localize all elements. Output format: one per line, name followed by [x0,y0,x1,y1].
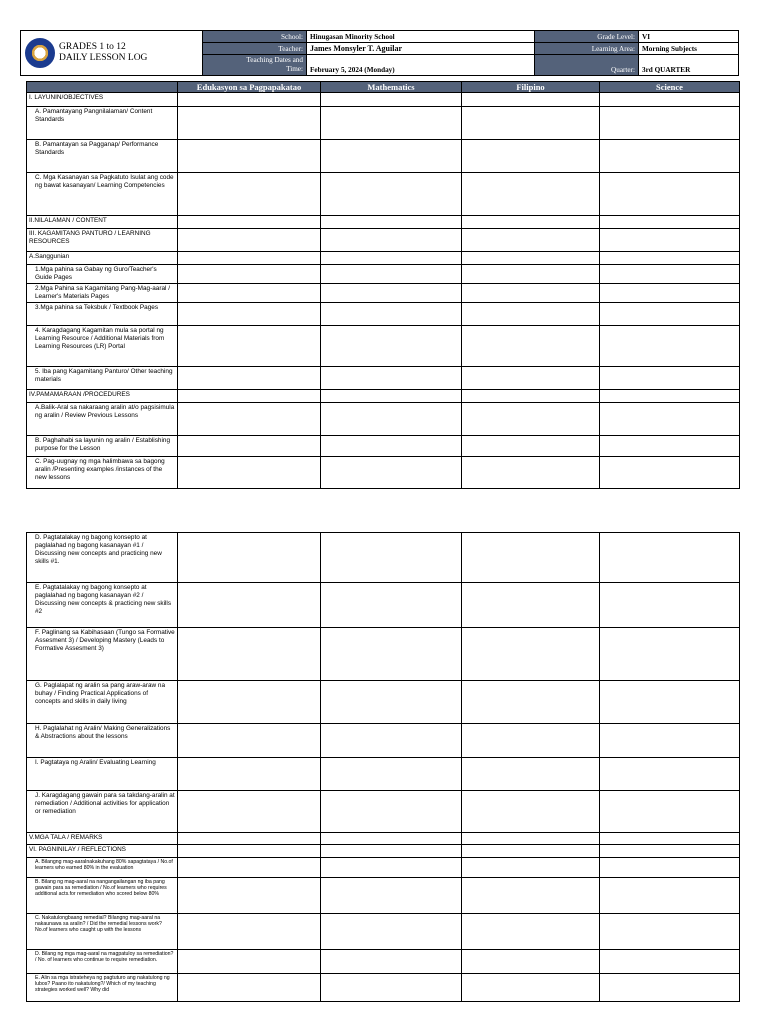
entry-cell-esp[interactable] [178,403,321,436]
entry-cell-filipino[interactable] [462,367,600,390]
entry-cell-esp[interactable] [178,758,321,791]
entry-cell-esp[interactable] [178,284,321,303]
page1-row [27,252,740,265]
page2-row [27,533,740,583]
column-header-filipino: Filipino [462,82,600,93]
quarter-value: 3rd QUARTER [639,55,739,76]
entry-cell-math[interactable] [321,628,462,681]
entry-cell-esp[interactable] [178,229,321,252]
entry-cell-science[interactable] [600,974,740,1002]
header-logo-cell [21,31,203,76]
entry-cell-filipino[interactable] [462,403,600,436]
column-header-science: Science [600,82,740,93]
entry-cell-science[interactable] [600,284,740,303]
teaching-dates-label-line2: Time: [286,65,303,73]
entry-cell-science[interactable] [600,724,740,758]
page2-row [27,858,740,878]
page2-row-label: E. Pagtatalakay ng bagong konsepto at paglalahad ng bagong kasanayan #2 / Discussing new concepts & practicing new skills #2 [27,583,178,628]
entry-cell-filipino[interactable] [462,390,600,403]
teaching-dates-label-line1: Teaching Dates and [246,56,303,64]
entry-cell-science[interactable] [600,403,740,436]
entry-cell-math[interactable] [321,457,462,489]
entry-cell-math[interactable] [321,284,462,303]
entry-cell-filipino[interactable] [462,845,600,858]
entry-cell-filipino[interactable] [462,107,600,140]
entry-cell-esp[interactable] [178,974,321,1002]
entry-cell-filipino[interactable] [462,583,600,628]
entry-cell-esp[interactable] [178,265,321,284]
page2-row-label: E. Alin sa mga istrateheya ng pagtuturo ang nakatulong ng lubos? Paano ito nakatulong?/ Which of my teaching strategies worked well? Why did [27,974,178,1002]
page1-row [27,216,740,229]
page2-row-label: G. Paglalapat ng aralin sa pang araw-araw na buhay / Finding Practical Applications of concepts and skills in daily living [27,681,178,724]
entry-cell-esp[interactable] [178,173,321,216]
entry-cell-science[interactable] [600,845,740,858]
entry-cell-science[interactable] [600,583,740,628]
entry-cell-math[interactable] [321,858,462,878]
entry-cell-filipino[interactable] [462,628,600,681]
entry-cell-esp[interactable] [178,390,321,403]
school-value: Hinugasan Minority School [307,31,535,43]
entry-cell-math[interactable] [321,403,462,436]
entry-cell-math[interactable] [321,724,462,758]
entry-cell-esp[interactable] [178,367,321,390]
entry-cell-science[interactable] [600,858,740,878]
page2-row [27,845,740,858]
page1-row [27,403,740,436]
page1-row [27,303,740,326]
entry-cell-science[interactable] [600,758,740,791]
entry-cell-esp[interactable] [178,950,321,974]
entry-cell-filipino[interactable] [462,326,600,367]
lesson-log-table-page1 [26,81,740,489]
entry-cell-esp[interactable] [178,628,321,681]
entry-cell-esp[interactable] [178,140,321,173]
entry-cell-filipino[interactable] [462,457,600,489]
page1-row [27,457,740,489]
teaching-dates-value: February 5, 2024 (Monday) [307,55,535,76]
page1-row-label: A.Balik-Aral sa nakaraang aralin at/o pagsisimula ng aralin / Review Previous Lessons [27,403,178,436]
entry-cell-filipino[interactable] [462,265,600,284]
page2-row-label: H. Paglalahat ng Aralin/ Making Generalizations & Abstractions about the lessons [27,724,178,758]
page2-row-label: A. Bilangng mag-aaralnakakuhang 80% sapagtataya / No.of learners who earned 80% in the evaluation [27,858,178,878]
page1-row-label: II.NILALAMAN / CONTENT [27,216,178,229]
page2-row-label: D. Bilang ng mga mag-aaral na magpatuloy sa remediation? / No. of learners who continue to require remediation. [27,950,178,974]
entry-cell-math[interactable] [321,140,462,173]
entry-cell-filipino[interactable] [462,681,600,724]
entry-cell-filipino[interactable] [462,303,600,326]
entry-cell-science[interactable] [600,791,740,833]
entry-cell-filipino[interactable] [462,974,600,1002]
entry-cell-math[interactable] [321,583,462,628]
entry-cell-esp[interactable] [178,93,321,107]
entry-cell-esp[interactable] [178,791,321,833]
page1-row-label: A.Sanggunian [27,252,178,265]
entry-cell-filipino[interactable] [462,858,600,878]
entry-cell-math[interactable] [321,974,462,1002]
entry-cell-math[interactable] [321,436,462,457]
title-line-2: DAILY LESSON LOG [59,53,148,63]
entry-cell-science[interactable] [600,833,740,845]
entry-cell-science[interactable] [600,265,740,284]
entry-cell-math[interactable] [321,93,462,107]
page1-row-label: A. Pamantayang Pangnilalaman/ Content Standards [27,107,178,140]
page1-row [27,390,740,403]
page1-row-label: 1.Mga pahina sa Gabay ng Guro/Teacher's Guide Pages [27,265,178,284]
entry-cell-science[interactable] [600,229,740,252]
entry-cell-esp[interactable] [178,583,321,628]
page1-row-label: 2.Mga Pahina sa Kagamitang Pang-Mag-aaral / Learner's Materials Pages [27,284,178,303]
entry-cell-filipino[interactable] [462,833,600,845]
entry-cell-math[interactable] [321,252,462,265]
entry-cell-science[interactable] [600,326,740,367]
page1-row-label: C. Pag-uugnay ng mga halimbawa sa bagong aralin /Presenting examples /instances of the new lessons [27,457,178,489]
school-label: School: [203,31,307,43]
entry-cell-esp[interactable] [178,303,321,326]
page1-row-label: B. Pamantayan sa Pagganap/ Performance Standards [27,140,178,173]
entry-cell-esp[interactable] [178,878,321,914]
page2-row-label: VI. PAGNINILAY / REFLECTIONS [27,845,178,858]
entry-cell-math[interactable] [321,367,462,390]
page2-row [27,628,740,681]
page2-row-label: I. Pagtataya ng Aralin/ Evaluating Learning [27,758,178,791]
entry-cell-filipino[interactable] [462,229,600,252]
entry-cell-science[interactable] [600,628,740,681]
entry-cell-filipino[interactable] [462,758,600,791]
lesson-log-table-page2 [26,532,740,1002]
entry-cell-esp[interactable] [178,858,321,878]
entry-cell-math[interactable] [321,229,462,252]
entry-cell-science[interactable] [600,140,740,173]
entry-cell-esp[interactable] [178,457,321,489]
page2-row-label: V.MGA TALA / REMARKS [27,833,178,845]
page2-row [27,878,740,914]
entry-cell-math[interactable] [321,791,462,833]
entry-cell-science[interactable] [600,93,740,107]
page1-row [27,265,740,284]
column-header-blank [27,82,178,93]
page2-row-label: C. Nakatulongbaang remedial? Bilangng mag-aaral na nakaunawa sa aralin? / Did the remedial lessons work? No.of learners who caught up with the lessons [27,914,178,950]
page1-row [27,326,740,367]
page1-row [27,229,740,252]
page2-row [27,583,740,628]
page2-row-label: B. Bilang ng mag-aaral na nangangailangan ng iba pang gawain para sa remediation / No.of learners who requires additional acts.for remediation who scored below 80% [27,878,178,914]
header-table [20,30,739,76]
entry-cell-math[interactable] [321,533,462,583]
teacher-value: James Monsyler T. Aguilar [307,43,535,55]
entry-cell-filipino[interactable] [462,791,600,833]
column-header-esp: Edukasyon sa Pagpapakatao [178,82,321,93]
teacher-label: Teacher: [203,43,307,55]
entry-cell-filipino[interactable] [462,140,600,173]
entry-cell-esp[interactable] [178,326,321,367]
entry-cell-science[interactable] [600,533,740,583]
deped-seal-icon [25,38,55,68]
entry-cell-math[interactable] [321,833,462,845]
entry-cell-filipino[interactable] [462,284,600,303]
entry-cell-filipino[interactable] [462,252,600,265]
entry-cell-filipino[interactable] [462,216,600,229]
entry-cell-esp[interactable] [178,216,321,229]
entry-cell-science[interactable] [600,436,740,457]
entry-cell-esp[interactable] [178,252,321,265]
entry-cell-filipino[interactable] [462,533,600,583]
entry-cell-math[interactable] [321,681,462,724]
page1-row [27,173,740,216]
page2-row-label: F. Paglinang sa Kabihasaan (Tungo sa Formative Assesment 3) / Developing Mastery (Leads to Formative Assesment 3) [27,628,178,681]
page2-row [27,950,740,974]
page2-row [27,758,740,791]
entry-cell-math[interactable] [321,950,462,974]
entry-cell-esp[interactable] [178,845,321,858]
entry-cell-filipino[interactable] [462,93,600,107]
grade-level-value: VI [639,31,739,43]
page1-row-label: B. Paghahabi sa layunin ng aralin / Establishing purpose for the Lesson [27,436,178,457]
title-line-1: GRADES 1 to 12 [59,42,126,52]
page1-row-label: C. Mga Kasanayan sa Pagkatuto Isulat ang code ng bawat kasanayan/ Learning Competencies [27,173,178,216]
entry-cell-science[interactable] [600,914,740,950]
page1-row-label: 3.Mga pahina sa Teksbuk / Textbook Pages [27,303,178,326]
entry-cell-filipino[interactable] [462,914,600,950]
grade-level-label: Grade Level: [535,31,639,43]
entry-cell-filipino[interactable] [462,436,600,457]
page2-row-label: J. Karagdagang gawain para sa takdang-aralin at remediation / Additional activities for application or remediation [27,791,178,833]
entry-cell-science[interactable] [600,457,740,489]
page1-row-label: III. KAGAMITANG PANTURO / LEARNING RESOURCES [27,229,178,252]
page1-row [27,140,740,173]
entry-cell-science[interactable] [600,681,740,724]
page1-row-label: 5. Iba pang Kagamitang Panturo/ Other teaching materials [27,367,178,390]
entry-cell-filipino[interactable] [462,950,600,974]
entry-cell-esp[interactable] [178,724,321,758]
entry-cell-science[interactable] [600,216,740,229]
column-header-math: Mathematics [321,82,462,93]
page1-row [27,436,740,457]
teaching-dates-label [203,55,307,76]
entry-cell-esp[interactable] [178,107,321,140]
entry-cell-math[interactable] [321,265,462,284]
page2-row [27,791,740,833]
entry-cell-math[interactable] [321,845,462,858]
entry-cell-esp[interactable] [178,436,321,457]
page1-row [27,367,740,390]
entry-cell-math[interactable] [321,216,462,229]
entry-cell-science[interactable] [600,367,740,390]
quarter-label: Quarter: [535,55,639,76]
page2-row [27,914,740,950]
entry-cell-esp[interactable] [178,914,321,950]
entry-cell-math[interactable] [321,303,462,326]
entry-cell-science[interactable] [600,950,740,974]
entry-cell-math[interactable] [321,390,462,403]
entry-cell-math[interactable] [321,326,462,367]
page2-row [27,974,740,1002]
entry-cell-filipino[interactable] [462,173,600,216]
entry-cell-esp[interactable] [178,533,321,583]
entry-cell-science[interactable] [600,107,740,140]
page1-row [27,93,740,107]
page2-row [27,681,740,724]
entry-cell-esp[interactable] [178,833,321,845]
entry-cell-math[interactable] [321,914,462,950]
page1-row [27,107,740,140]
page2-row [27,833,740,845]
entry-cell-science[interactable] [600,878,740,914]
entry-cell-math[interactable] [321,173,462,216]
entry-cell-math[interactable] [321,758,462,791]
learning-area-label: Learning Area: [535,43,639,55]
page1-row-label: IV.PAMAMARAAN /PROCEDURES [27,390,178,403]
learning-area-value: Morning Subjects [639,43,739,55]
page2-row-label: D. Pagtatalakay ng bagong konsepto at paglalahad ng bagong kasanayan #1 / Discussing new concepts and practicing new skills #1. [27,533,178,583]
entry-cell-science[interactable] [600,303,740,326]
page1-row-label: 4. Karagdagang Kagamitan mula sa portal ng Learning Resource / Additional Materials from Learning Resources (LR) Portal [27,326,178,367]
entry-cell-filipino[interactable] [462,724,600,758]
entry-cell-science[interactable] [600,173,740,216]
entry-cell-math[interactable] [321,878,462,914]
entry-cell-science[interactable] [600,390,740,403]
page2-row [27,724,740,758]
page1-row [27,284,740,303]
entry-cell-esp[interactable] [178,681,321,724]
entry-cell-filipino[interactable] [462,878,600,914]
page1-row-label: I. LAYUNIN/OBJECTIVES [27,93,178,107]
entry-cell-math[interactable] [321,107,462,140]
entry-cell-science[interactable] [600,252,740,265]
